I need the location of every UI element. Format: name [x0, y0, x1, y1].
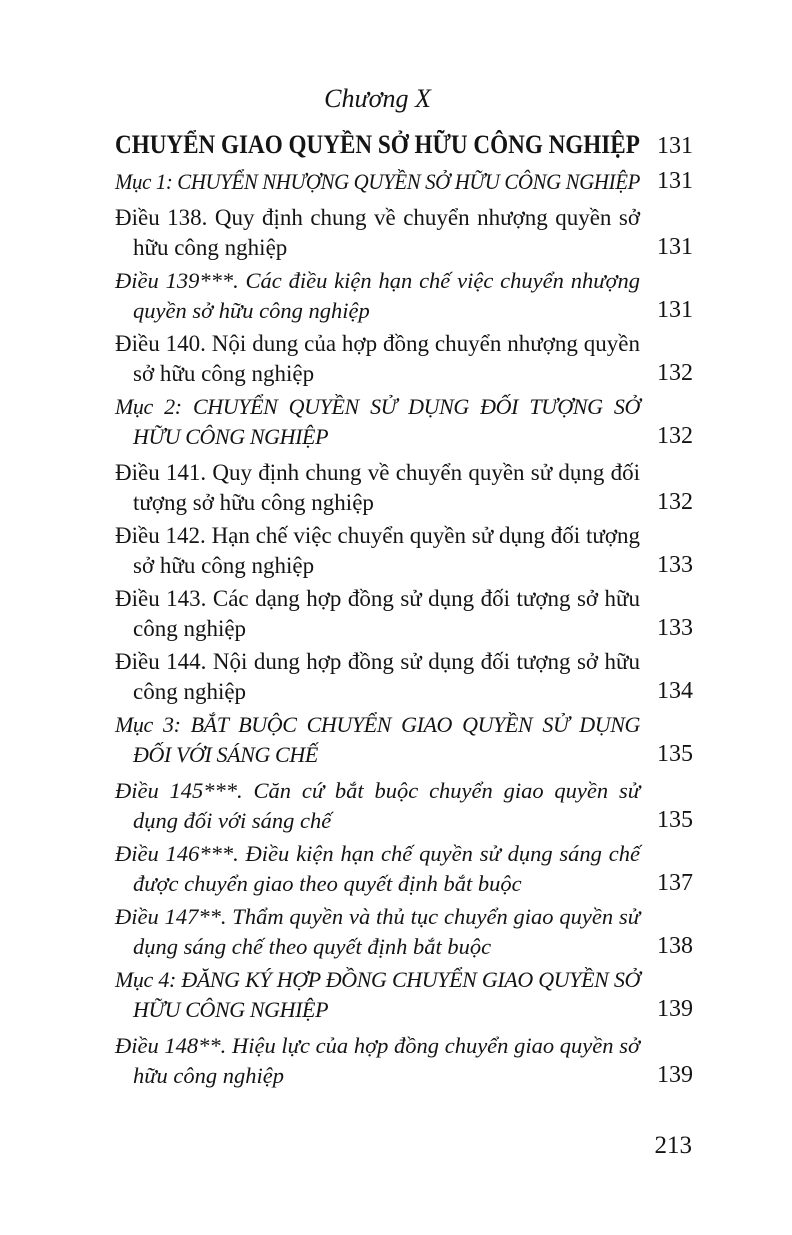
chapter-page-number: 131	[657, 133, 693, 159]
toc-entry	[115, 266, 693, 326]
toc-entry-page: 138	[657, 933, 693, 959]
toc-entry-text: Mục 4: ĐĂNG KÝ HỢP ĐỒNG CHUYỂN GIAO QUYỀN SỞ HỮU CÔNG NGHIỆP	[115, 967, 640, 1022]
toc-entry-page: 139	[657, 1062, 693, 1088]
toc-entry-text: Điều 140. Nội dung của hợp đồng chuyển nhượng quyền sở hữu công nghiệp	[115, 331, 640, 386]
toc-entry-text: Mục 2: CHUYỂN QUYỀN SỬ DỤNG ĐỐI TƯỢNG SỞ HỮU CÔNG NGHIỆP	[115, 394, 640, 449]
chapter-title-row	[115, 128, 693, 162]
toc-entry	[115, 392, 693, 452]
toc-entry	[115, 710, 693, 770]
toc-entry	[115, 584, 693, 644]
toc-entry	[115, 203, 693, 263]
toc-entry-page: 139	[657, 996, 693, 1022]
toc-entry-text: Điều 147**. Thẩm quyền và thủ tục chuyển giao quyền sử dụng sáng chế theo quyết định bắt buộc	[115, 904, 640, 959]
toc-entry	[115, 965, 693, 1025]
toc-entries	[115, 167, 693, 1091]
toc-entry-text: Điều 141. Quy định chung về chuyển quyền sử dụng đối tượng sở hữu công nghiệp	[115, 460, 640, 515]
toc-entry-text: Mục 3: BẮT BUỘC CHUYỂN GIAO QUYỀN SỬ DỤNG ĐỐI VỚI SÁNG CHẾ	[115, 712, 640, 767]
table-of-contents	[115, 84, 693, 1094]
toc-entry-text: Điều 142. Hạn chế việc chuyển quyền sử dụng đối tượng sở hữu công nghiệp	[115, 523, 640, 578]
toc-entry-page: 135	[657, 741, 693, 767]
toc-entry	[115, 167, 693, 197]
chapter-label: Chương X	[324, 84, 431, 113]
toc-entry-text: Điều 148**. Hiệu lực của hợp đồng chuyển giao quyền sở hữu công nghiệp	[115, 1033, 640, 1088]
toc-entry-page: 133	[657, 552, 693, 578]
toc-entry	[115, 458, 693, 518]
toc-entry	[115, 329, 693, 389]
toc-entry-page: 132	[657, 489, 693, 515]
toc-entry-text: Điều 146***. Điều kiện hạn chế quyền sử dụng sáng chế được chuyển giao theo quyết định bắt buộc	[115, 841, 640, 896]
chapter-title: CHUYỂN GIAO QUYỀN SỞ HỮU CÔNG NGHIỆP	[115, 130, 640, 159]
toc-entry-text: Điều 139***. Các điều kiện hạn chế việc chuyển nhượng quyền sở hữu công nghiệp	[115, 268, 640, 323]
toc-entry-page: 132	[657, 360, 693, 386]
toc-entry-page: 135	[657, 807, 693, 833]
toc-entry	[115, 1031, 693, 1091]
toc-entry-text: Điều 143. Các dạng hợp đồng sử dụng đối tượng sở hữu công nghiệp	[115, 586, 640, 641]
toc-entry-text: Điều 138. Quy định chung về chuyển nhượng quyền sở hữu công nghiệp	[115, 205, 640, 260]
toc-entry-page: 131	[657, 168, 693, 194]
toc-entry	[115, 776, 693, 836]
toc-entry-page: 132	[657, 423, 693, 449]
toc-entry-text: Mục 1: CHUYỂN NHƯỢNG QUYỀN SỞ HỮU CÔNG NGHIỆP	[115, 169, 640, 194]
toc-entry	[115, 521, 693, 581]
toc-entry-page: 134	[657, 678, 693, 704]
toc-entry-page: 133	[657, 615, 693, 641]
toc-entry	[115, 839, 693, 899]
toc-entry-text: Điều 144. Nội dung hợp đồng sử dụng đối tượng sở hữu công nghiệp	[115, 649, 640, 704]
toc-entry	[115, 902, 693, 962]
footer-page-number: 213	[654, 1132, 692, 1159]
toc-entry-text: Điều 145***. Căn cứ bắt buộc chuyển giao quyền sử dụng đối với sáng chế	[115, 778, 640, 833]
toc-entry-page: 131	[657, 297, 693, 323]
toc-entry-page: 131	[657, 234, 693, 260]
toc-entry	[115, 647, 693, 707]
toc-entry-page: 137	[657, 870, 693, 896]
